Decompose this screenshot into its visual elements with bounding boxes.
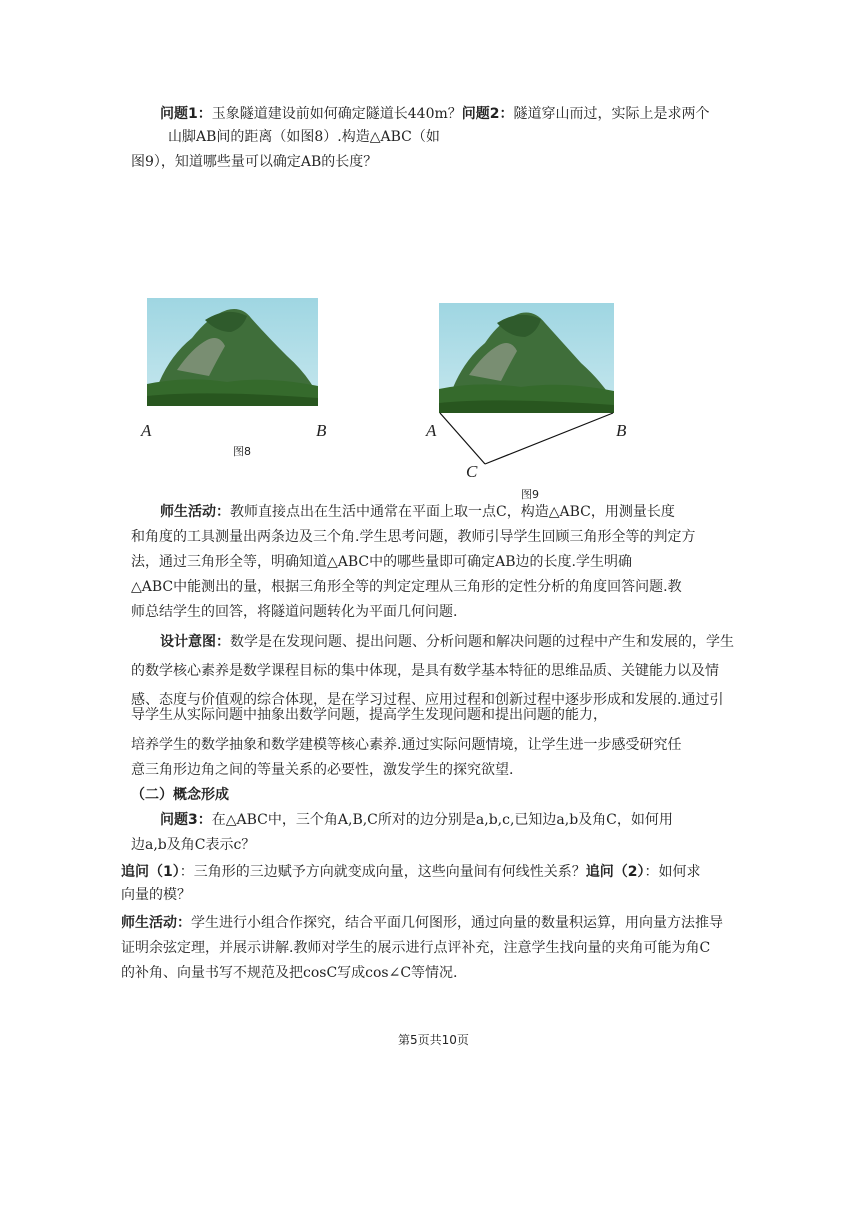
design-intent-label: 设计意图：: [160, 634, 230, 650]
activity-2-line-2: 证明余弦定理，并展示讲解.教师对学生的展示进行点评补充，注意学生找向量的夹角可能为角C: [121, 940, 711, 956]
activity-1-line-1: [160, 502, 675, 522]
figure-9-caption: 图9: [521, 488, 539, 501]
design-intent-line-5: 培养学生的数学抽象和数学建模等核心素养.通过实际问题情境，让学生进一步感受研究任: [131, 737, 682, 753]
followup-1-text: ：三角形的三边赋予方向就变成向量，这些向量间有何线性关系？: [179, 864, 586, 880]
figure-9-triangle-lines: [430, 408, 630, 468]
question-3-label: 问题3：: [160, 812, 212, 828]
design-intent-line-1: [160, 632, 734, 652]
activity-2-label: 师生活动：: [121, 915, 191, 931]
figure-9-label-b: B: [616, 421, 627, 440]
design-intent-line-6: 意三角形边角之间的等量关系的必要性，激发学生的探究欲望.: [131, 762, 514, 778]
question-2-label: 问题2：: [461, 106, 514, 122]
followup-1-label: 追问（1）: [121, 864, 180, 880]
section-heading: （二）概念形成: [131, 787, 229, 803]
activity-1-label: 师生活动：: [160, 504, 230, 520]
followup-2-text: ：如何求: [644, 864, 701, 880]
activity-2-text-1: 学生进行小组合作探究，结合平面几何图形，通过向量的数量积运算，用向量方法推导: [191, 915, 723, 931]
figure-8-label-a: A: [141, 421, 152, 440]
question-3-line-1: [160, 810, 673, 830]
activity-1-line-4: △ABC中能测出的量，根据三角形全等的判定定理从三角形的定性分析的角度回答问题.教: [131, 579, 682, 595]
question-1-text: 玉象隧道建设前如何确定隧道长440m？: [211, 106, 462, 122]
figure-8-mountain-photo: [147, 298, 318, 406]
activity-1-text-1: 教师直接点出在生活中通常在平面上取一点C，构造△ABC，用测量长度: [230, 504, 675, 520]
activity-1-line-3: 法，通过三角形全等，明确知道△ABC中的哪些量即可确定AB边的长度.学生明确: [131, 554, 632, 570]
activity-1-line-5: 师总结学生的回答，将隧道问题转化为平面几何问题.: [131, 604, 458, 620]
activity-1-line-2: 和角度的工具测量出两条边及三个角.学生思考问题，教师引导学生回顾三角形全等的判定方: [131, 529, 696, 545]
followup-line-1: [121, 862, 701, 882]
figure-9-mountain-photo: [439, 303, 614, 413]
question-2-line-3: 图9），知道哪些量可以确定AB的长度？: [131, 154, 378, 170]
design-intent-text-1: 数学是在发现问题、提出问题、分析问题和解决问题的过程中产生和发展的，学生: [230, 634, 734, 650]
design-intent-line-2: 的数学核心素养是数学课程目标的集中体现，是具有数学基本特征的思维品质、关键能力以及情: [131, 663, 719, 679]
question-3-text-1: 在△ABC中，三个角A,B,C所对的边分别是a,b,c,已知边a,b及角C，如何用: [211, 812, 673, 828]
design-intent-line-4: 导学生从实际问题中抽象出数学问题，提高学生发现问题和提出问题的能力，: [131, 707, 607, 723]
design-intent-line-3: 感、态度与价值观的综合体现，是在学习过程、应用过程和创新过程中逐步形成和发展的.通过引: [131, 692, 724, 708]
page-number-footer: 第5页共10页: [398, 1033, 469, 1047]
activity-2-line-3: 的补角、向量书写不规范及把cosC写成cos∠C等情况.: [121, 965, 458, 981]
question-2-text: 隧道穿山而过，实际上是求两个: [513, 106, 710, 122]
followup-2-label: 追问（2）: [585, 864, 645, 880]
figure-9-label-c: C: [466, 462, 478, 481]
figure-8-caption: 图8: [233, 445, 251, 458]
followup-line-2: 向量的模？: [121, 887, 191, 903]
question-1-label: 问题1：: [160, 106, 212, 122]
figure-8-label-b: B: [316, 421, 327, 440]
question-3-line-2: 边a,b及角C表示c？: [131, 837, 256, 853]
activity-2-line-1: [121, 913, 723, 933]
question-1-line: [160, 104, 710, 124]
figure-9-label-a: A: [426, 421, 437, 440]
question-2-line-2: 山脚AB间的距离（如图8）.构造△ABC（如: [168, 129, 440, 145]
